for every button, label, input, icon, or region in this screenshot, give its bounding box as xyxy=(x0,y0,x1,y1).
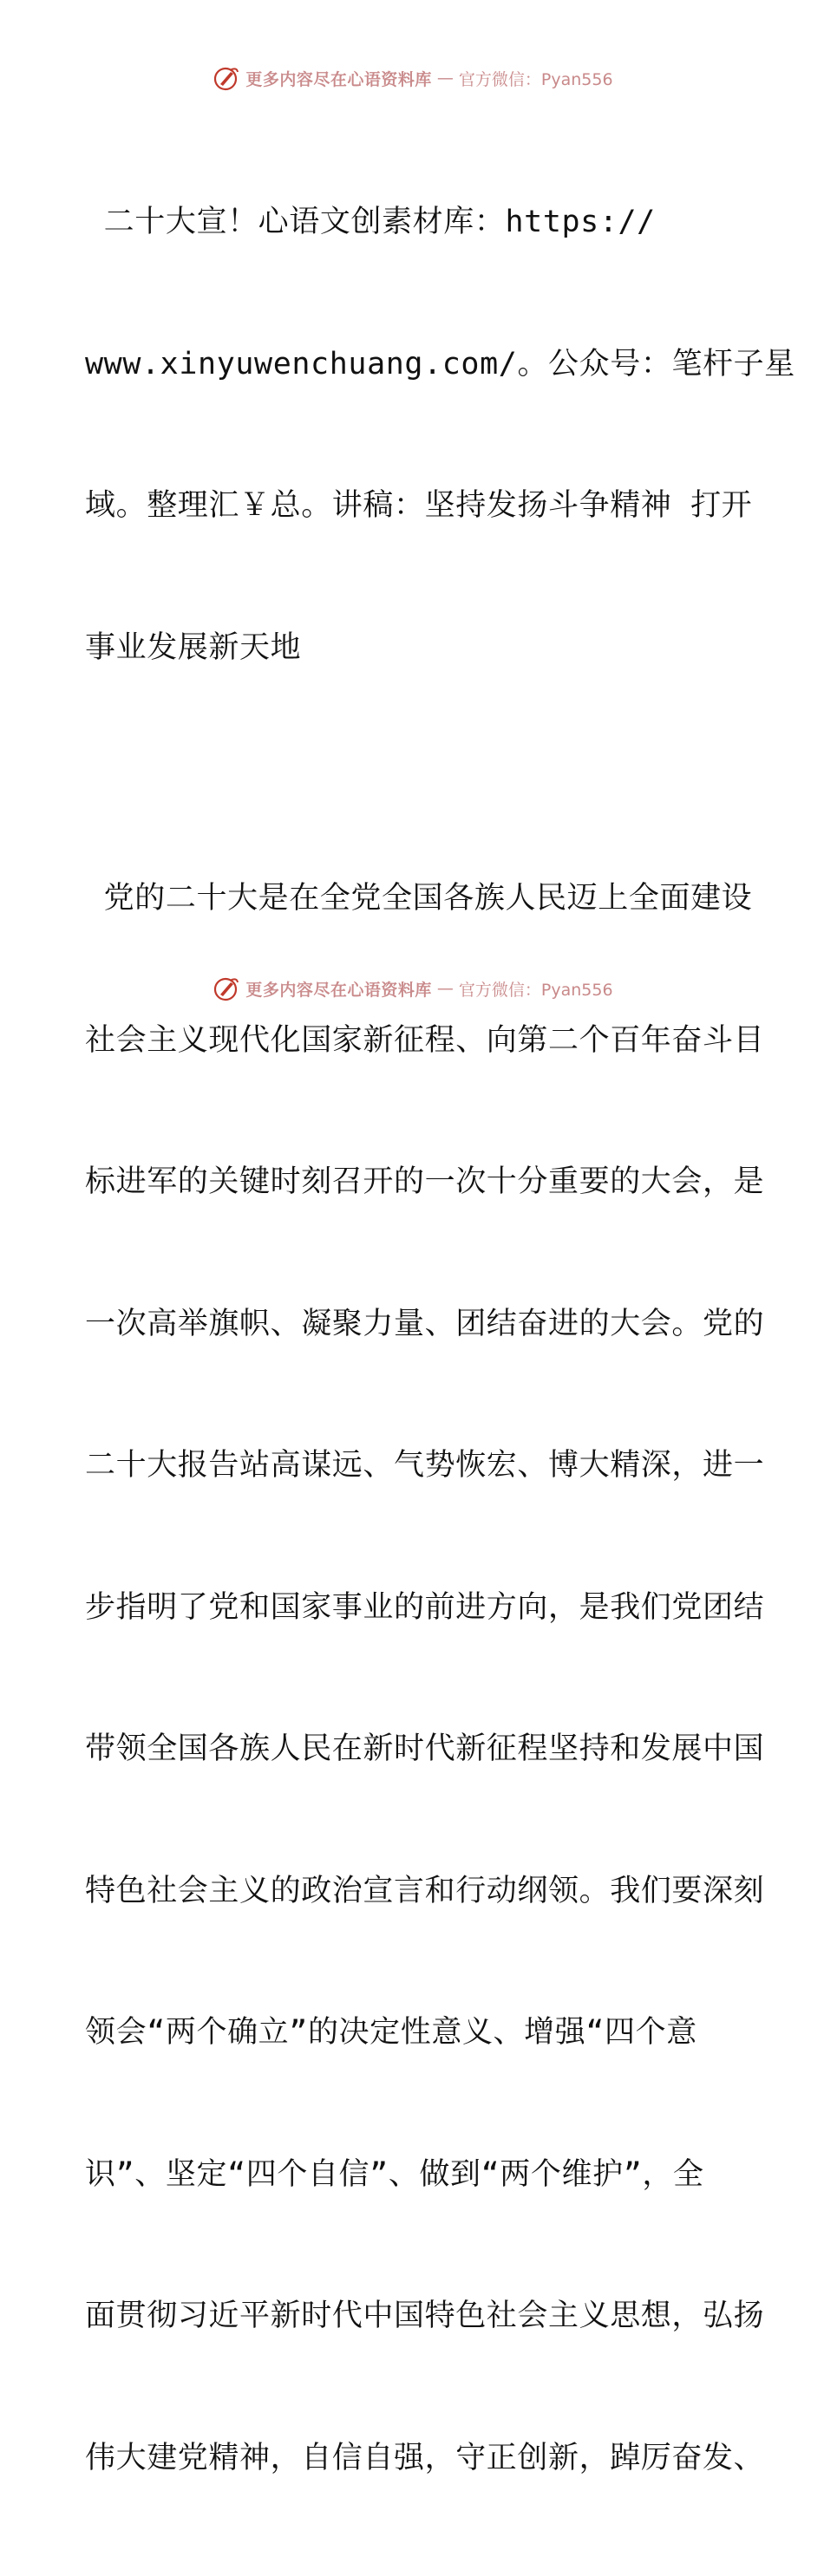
header-banner-text: 更多内容尽在心语资料库 xyxy=(245,69,432,89)
body-line: 识”、坚定“四个自信”、做到“两个维护”，全 xyxy=(85,2156,704,2192)
footer-banner-contact: 官方微信：Pyan556 xyxy=(458,980,613,1000)
body-line: 特色社会主义的政治宣言和行动纲领。我们要深刻 xyxy=(85,1873,765,1908)
title-paragraph xyxy=(85,104,795,766)
body-line: 标进军的关键时刻召开的一次十分重要的大会，是 xyxy=(85,1164,765,1199)
footer-watermark-banner xyxy=(0,973,824,1004)
body-line: 面贯彻习近平新时代中国特色社会主义思想，弘扬 xyxy=(85,2299,765,2333)
document-body xyxy=(85,104,795,2576)
body-line: 一次高举旗帜、凝聚力量、团结奋进的大会。党的 xyxy=(85,1306,765,1341)
body-paragraph xyxy=(85,780,765,2576)
title-line: 二十大宣！心语文创素材库：https:// xyxy=(85,205,656,239)
title-line: 事业发展新天地 xyxy=(85,629,302,665)
body-line: 伟大建党精神，自信自强，守正创新，踔厉奋发、 xyxy=(85,2440,765,2475)
body-line: 步指明了党和国家事业的前进方向，是我们党团结 xyxy=(85,1589,765,1625)
header-banner-dash: — xyxy=(436,68,454,88)
quill-logo-icon xyxy=(211,974,240,1003)
body-line: 党的二十大是在全党全国各族人民迈上全面建设 xyxy=(85,881,753,916)
quill-logo-icon xyxy=(211,63,240,93)
footer-banner-text: 更多内容尽在心语资料库 xyxy=(245,980,432,1000)
title-line: www.xinyuwenchuang.com/。公众号：笔杆子星 xyxy=(85,346,795,382)
header-watermark-banner xyxy=(0,62,824,94)
footer-banner-dash: — xyxy=(436,979,454,998)
header-banner-contact: 官方微信：Pyan556 xyxy=(458,69,613,89)
body-line: 社会主义现代化国家新征程、向第二个百年奋斗目 xyxy=(85,1022,765,1058)
title-line: 域。整理汇￥总。讲稿：坚持发扬斗争精神 打开 xyxy=(85,488,753,523)
body-line: 领会“两个确立”的决定性意义、增强“四个意 xyxy=(85,2015,697,2050)
body-line: 二十大报告站高谋远、气势恢宏、博大精深，进一 xyxy=(85,1448,765,1483)
body-line: 带领全国各族人民在新时代新征程坚持和发展中国 xyxy=(85,1731,765,1766)
